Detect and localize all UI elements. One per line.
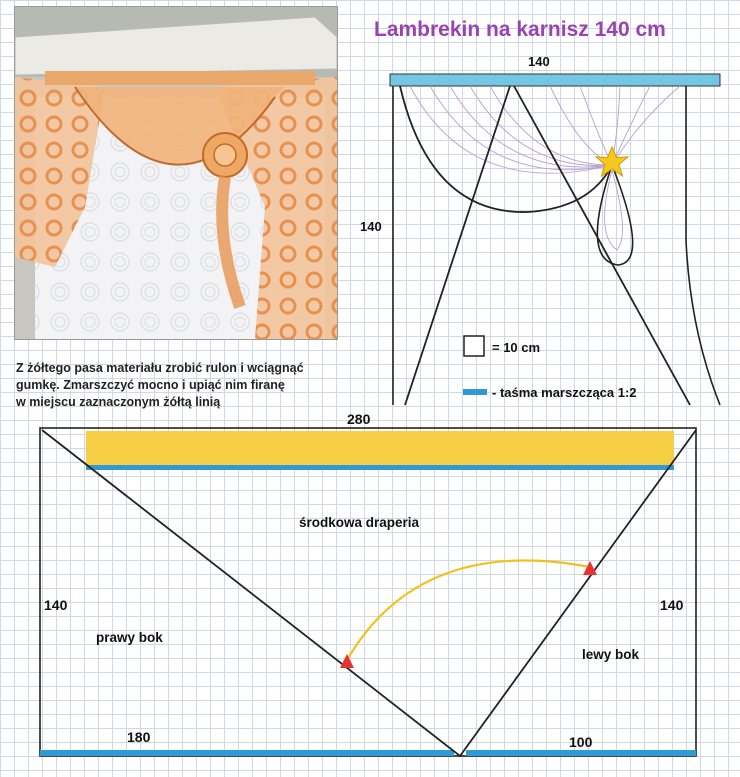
bottom-left-tape bbox=[40, 750, 454, 756]
fan-lines bbox=[410, 86, 680, 173]
yellow-strip bbox=[86, 431, 674, 465]
caption-line: gumkę. Zmarszczyć mocno i upiąć nim firanę bbox=[16, 378, 285, 392]
bottom-right-tape bbox=[466, 750, 696, 756]
cross-line-right bbox=[514, 86, 690, 405]
caption-line: w miejscu zaznaczonym żółtą linią bbox=[16, 395, 221, 409]
marker-left-icon bbox=[340, 654, 354, 668]
pattern-top-width-label: 280 bbox=[347, 411, 371, 427]
caption-line: Z żółtego pasa materiału zrobić rulon i wciągnąć bbox=[16, 361, 304, 375]
legend-tape-icon bbox=[463, 389, 487, 395]
legend-tape-label: - taśma marszcząca 1:2 bbox=[492, 385, 637, 400]
pattern-right-height-label: 140 bbox=[660, 597, 684, 613]
bottom-pattern bbox=[40, 411, 696, 756]
top-width-label: 140 bbox=[528, 54, 550, 69]
top-schematic bbox=[360, 54, 720, 405]
page-title: Lambrekin na karnisz 140 cm bbox=[374, 18, 666, 41]
curtain-rod-tape bbox=[390, 74, 720, 86]
top-height-label: 140 bbox=[360, 219, 382, 234]
center-drape-label: środkowa draperia bbox=[299, 515, 420, 530]
gather-arc bbox=[347, 560, 590, 660]
bottom-right-width-label: 100 bbox=[569, 734, 593, 750]
cross-line-left bbox=[405, 86, 510, 405]
top-gather-tape bbox=[86, 465, 674, 470]
cutting-lines bbox=[42, 430, 696, 756]
right-piece-label: lewy bok bbox=[582, 647, 640, 662]
legend-square-label: = 10 cm bbox=[492, 340, 541, 355]
frame-right bbox=[686, 86, 720, 405]
pattern-frame bbox=[40, 428, 696, 756]
legend-square-icon bbox=[464, 336, 484, 356]
swag-curve bbox=[400, 86, 612, 212]
bottom-left-width-label: 180 bbox=[127, 729, 151, 745]
left-piece-label: prawy bok bbox=[96, 630, 163, 645]
marker-right-icon bbox=[583, 561, 597, 575]
pattern-left-height-label: 140 bbox=[44, 597, 68, 613]
